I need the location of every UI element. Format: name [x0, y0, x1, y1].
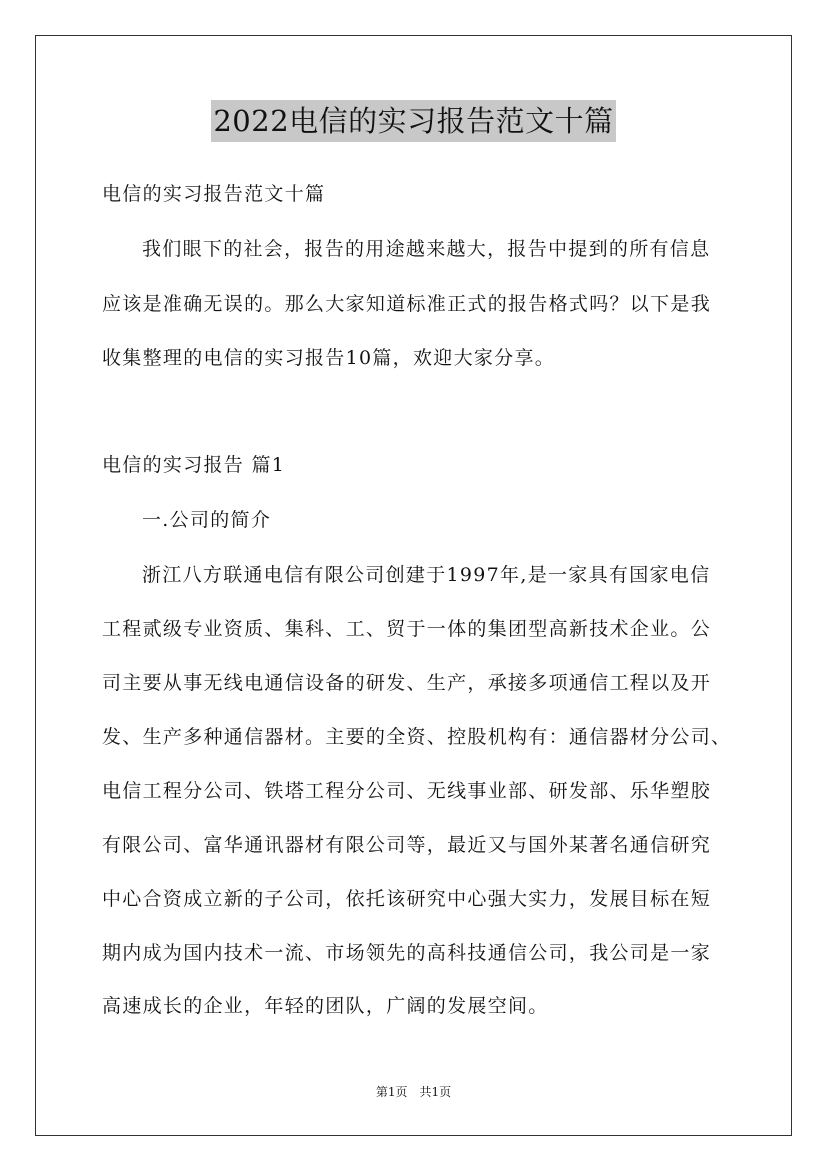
body-line: 电信工程分公司、铁塔工程分公司、无线事业部、研发部、乐华塑胶: [102, 780, 712, 802]
body-line: 高速成长的企业，年轻的团队，广阔的发展空间。: [102, 995, 549, 1017]
section-heading: 电信的实习报告 篇1: [102, 454, 286, 476]
body-line: 有限公司、富华通讯器材有限公司等，最近又与国外某著名通信研究: [102, 834, 712, 856]
intro-line: 收集整理的电信的实习报告10篇，欢迎大家分享。: [102, 347, 556, 369]
body-line: 中心合资成立新的子公司，依托该研究中心强大实力，发展目标在短: [102, 888, 712, 910]
page-footer: [0, 1084, 827, 1100]
document-title: 2022电信的实习报告范文十篇: [211, 100, 615, 142]
body-line: 司主要从事无线电通信设备的研发、生产，承接多项通信工程以及开: [102, 672, 712, 694]
intro-line: 我们眼下的社会，报告的用途越来越大，报告中提到的所有信息: [142, 238, 711, 260]
page-total: 共1页: [419, 1085, 452, 1099]
body-line: 发、生产多种通信器材。主要的全资、控股机构有：通信器材分公司、: [102, 726, 732, 748]
body-line: 工程贰级专业资质、集科、工、贸于一体的集团型高新技术企业。公: [102, 618, 712, 640]
body-line: 浙江八方联通电信有限公司创建于1997年,是一家具有国家电信: [142, 564, 711, 586]
document-subtitle: 电信的实习报告范文十篇: [102, 183, 326, 205]
title-wrap: [0, 100, 827, 142]
body-line: 期内成为国内技术一流、市场领先的高科技通信公司，我公司是一家: [102, 942, 712, 964]
page-number: 第1页: [375, 1085, 408, 1099]
intro-line: 应该是准确无误的。那么大家知道标准正式的报告格式吗？以下是我: [102, 293, 712, 315]
section-subheading: 一.公司的简介: [142, 509, 272, 531]
